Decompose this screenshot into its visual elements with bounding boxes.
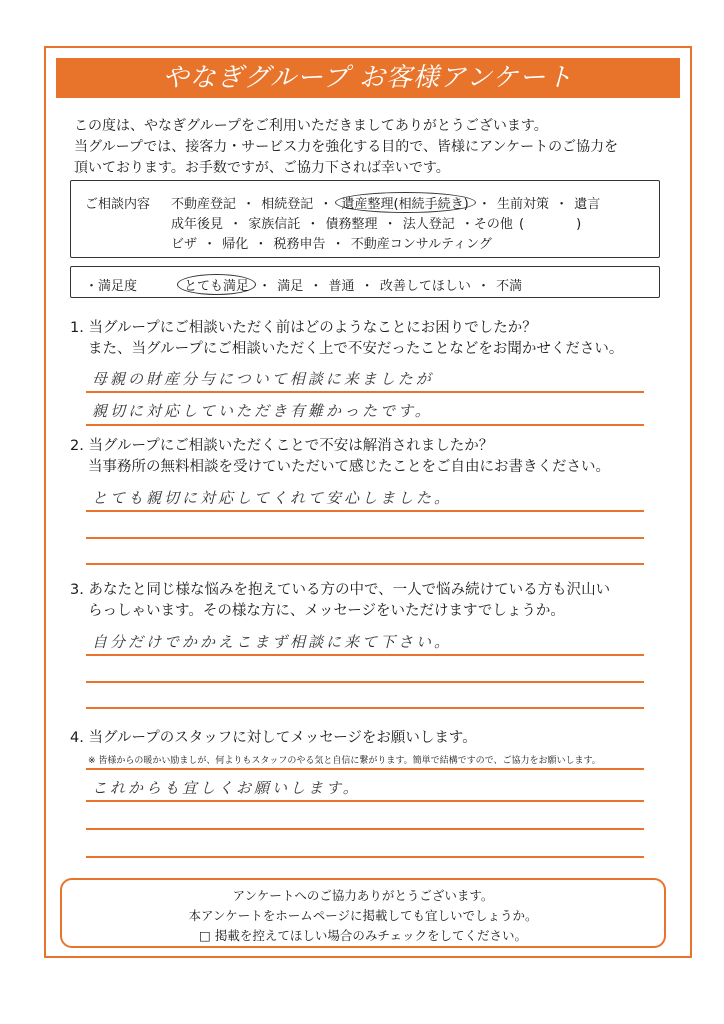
answer-text[interactable]: 母親の財産分与について相談に来ましたが bbox=[92, 370, 434, 388]
intro-text bbox=[74, 116, 674, 179]
satisfaction-label: ・満足度 bbox=[85, 279, 138, 294]
answer-text[interactable]: とても親切に対応してくれて安心しました。 bbox=[92, 489, 453, 507]
answer-line bbox=[86, 828, 644, 830]
question-1 bbox=[70, 318, 660, 360]
question-4 bbox=[70, 728, 660, 749]
answer-line bbox=[86, 537, 644, 539]
satisfaction-other-options[interactable]: ・ 満足 ・ 普通 ・ 改善してほしい ・ 不満 bbox=[258, 279, 523, 294]
answer-line bbox=[86, 681, 644, 683]
question-2 bbox=[70, 436, 660, 478]
answer-text[interactable]: 親切に対応していただき有難かったです。 bbox=[92, 402, 433, 420]
consultation-options-row[interactable]: 不動産登記 ・ 相続登記 ・ 遺産整理(相続手続き) ・ 生前対策 ・ 遺言 bbox=[171, 193, 600, 212]
question-text: 2. 当グループにご相談いただくことで不安は解消されましたか？ bbox=[70, 438, 494, 454]
satisfaction-box bbox=[70, 266, 660, 298]
answer-line bbox=[86, 768, 644, 770]
consultation-option-group: 不動産登記 ・ 相続登記 ・ bbox=[171, 197, 339, 212]
answer-text[interactable]: これからも宜しくお願いします。 bbox=[92, 779, 361, 797]
answer-text[interactable]: 自分だけでかかえこまず相談に来て下さい。 bbox=[92, 633, 453, 651]
footer-thanks: アンケートへのご協力ありがとうございます。 bbox=[232, 888, 494, 903]
question-text: 1. 当グループにご相談いただく前はどのようなことにお困りでしたか？ bbox=[70, 320, 537, 336]
answer-line bbox=[86, 654, 644, 656]
answer-line bbox=[86, 391, 644, 393]
answer-line bbox=[86, 424, 644, 426]
answer-line bbox=[86, 510, 644, 512]
consultation-options-row[interactable]: ビザ ・ 帰化 ・ 税務申告 ・ 不動産コンサルティング bbox=[171, 237, 492, 252]
question-text: 当事務所の無料相談を受けていただいて感じたことをご自由にお書きください。 bbox=[88, 459, 610, 475]
satisfaction-options[interactable] bbox=[181, 275, 522, 294]
selected-satisfaction-option[interactable]: とても満足 bbox=[177, 274, 256, 295]
footer-box bbox=[60, 878, 666, 948]
publish-opt-out-checkbox[interactable]: □ 掲載を控えてほしい場合のみチェックをしてください。 bbox=[199, 928, 527, 943]
consultation-label: ご相談内容 bbox=[85, 197, 151, 212]
question-text: また、当グループにご相談いただく上で不安だったことなどをお聞かせください。 bbox=[88, 341, 624, 357]
form-title: やなぎグループ お客様アンケート bbox=[56, 58, 680, 98]
consultation-type-box bbox=[70, 180, 660, 258]
selected-consultation-option[interactable]: 遺産整理(相続手続き) bbox=[335, 192, 476, 213]
intro-line: この度は、やなぎグループをご利用いただきましてありがとうございます。 bbox=[74, 118, 548, 134]
footer-permission-question: 本アンケートをホームページに掲載しても宜しいでしょうか。 bbox=[188, 908, 538, 923]
intro-line: 当グループでは、接客力・サービス力を強化する目的で、皆様にアンケートのご協力を bbox=[74, 139, 619, 155]
answer-line bbox=[86, 707, 644, 709]
question-3 bbox=[70, 580, 660, 622]
answer-line bbox=[86, 563, 644, 565]
intro-line: 頂いております。お手数ですが、ご協力下されば幸いです。 bbox=[74, 160, 450, 176]
consultation-options-row[interactable]: 成年後見 ・ 家族信託 ・ 債務整理 ・ 法人登記 ・その他 ( ) bbox=[171, 217, 582, 232]
answer-line bbox=[86, 800, 644, 802]
question-4-note: ※ 皆様からの暖かい励ましが、何よりもスタッフのやる気と自信に繋がります。簡単で結構ですので、ご協力をお願いします。 bbox=[88, 756, 601, 766]
question-text: らっしゃいます。その様な方に、メッセージをいただけますでしょうか。 bbox=[88, 603, 565, 619]
answer-line bbox=[86, 856, 644, 858]
question-text: 4. 当グループのスタッフに対してメッセージをお願いします。 bbox=[70, 730, 477, 746]
question-text: 3. あなたと同じ様な悩みを抱えている方の中で、一人で悩み続けている方も沢山い bbox=[70, 582, 611, 598]
